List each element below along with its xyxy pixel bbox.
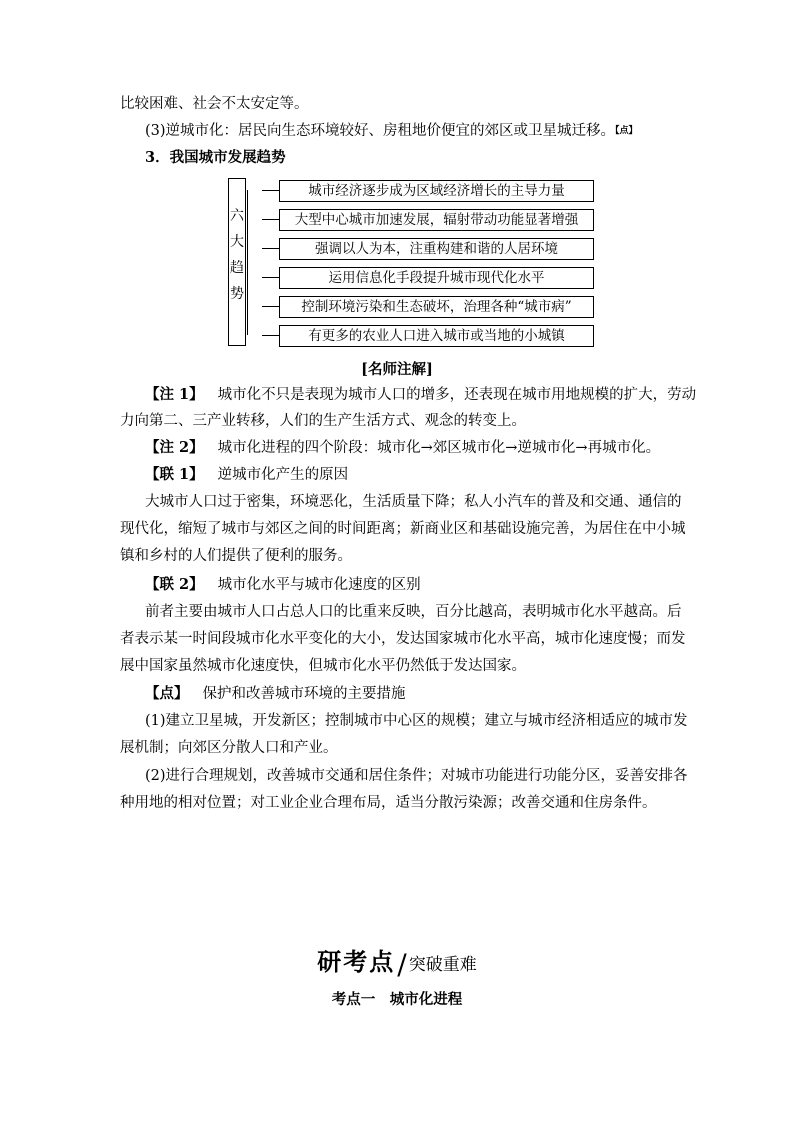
connector: [262, 219, 279, 220]
left-char: 势: [230, 286, 244, 302]
connector: [262, 306, 279, 307]
trend-box: 运用信息化手段提升城市现代化水平: [279, 267, 594, 289]
para1-line: 比较困难、社会不太安定等。: [120, 96, 309, 112]
note1-label: 【注 1】: [145, 386, 204, 403]
banner-slash: /: [397, 948, 407, 981]
link1-line3: 镇和乡村的人们提供了便利的服务。: [120, 548, 352, 564]
trends-diagram: [228, 178, 598, 350]
note1-line1: [145, 385, 705, 405]
section3-heading: 3．我国城市发展趋势: [145, 149, 286, 166]
connector: [262, 335, 279, 336]
para2-tag: 【点】: [615, 126, 638, 136]
point-title: 保护和改善城市环境的主要措施: [202, 686, 406, 702]
note2-text: 城市化进程的四个阶段：城市化→郊区城市化→逆城市化→再城市化。: [217, 440, 661, 456]
point-item1-line2: 展机制；向郊区分散人口和产业。: [120, 740, 338, 756]
left-char: 大: [230, 234, 244, 250]
trend-box: 城市经济逐步成为区域经济增长的主导力量: [279, 180, 594, 202]
diagram-bracket: [247, 190, 270, 335]
link1-line2: 现代化，缩短了城市与郊区之间的时间距离；新商业区和基础设施完善，为居住在中小城: [120, 521, 686, 537]
link1-title: 逆城市化产生的原因: [217, 467, 349, 483]
link1-heading: [145, 465, 705, 485]
para2-line: [145, 121, 705, 141]
diagram-left-label: [228, 178, 246, 346]
section-banner: [0, 942, 794, 981]
banner-sub: 突破重难: [408, 955, 477, 975]
link2-line3: 展中国家虽然城市化速度快，但城市化水平仍然低于发达国家。: [120, 658, 526, 674]
point-label: 【点】: [145, 685, 189, 702]
para2-text: (3)逆城市化：居民向生态环境较好、房租地价便宜的郊区或卫星城迁移。: [145, 123, 616, 139]
notes-title: [名师注解]: [361, 361, 433, 378]
link2-title: 城市化水平与城市化速度的区别: [217, 577, 421, 593]
link2-line2: 者表示某一时间段城市化水平变化的大小，发达国家城市化水平高，城市化速度慢；而发: [120, 631, 686, 647]
note2-line: [145, 438, 705, 458]
note1-text: 城市化不只是表现为城市人口的增多，还表现在城市用地规模的扩大，劳动: [217, 387, 697, 403]
link2-line1: 前者主要由城市人口占总人口的比重来反映，百分比越高，表明城市化水平越高。后: [145, 604, 682, 620]
connector: [262, 277, 279, 278]
point-item2-line1: (2)进行合理规划，改善城市交通和居住条件；对城市功能进行功能分区，妥善安排各: [145, 768, 688, 784]
point-heading: [145, 684, 705, 704]
connector: [262, 190, 279, 191]
trend-box: 控制环境污染和生态破坏，治理各种“城市病”: [279, 296, 594, 318]
link1-line1: 大城市人口过于密集，环境恶化，生活质量下降；私人小汽车的普及和交通、通信的: [145, 494, 682, 510]
link1-label: 【联 1】: [145, 466, 204, 483]
point-item1-line1: (1)建立卫星城，开发新区；控制城市中心区的规模；建立与城市经济相适应的城市发: [145, 713, 688, 729]
connector: [262, 248, 279, 249]
left-char: 趋: [230, 260, 244, 276]
trend-box: 强调以人为本，注重构建和谐的人居环境: [279, 238, 594, 260]
trend-box: 有更多的农业人口进入城市或当地的小城镇: [279, 325, 594, 347]
note2-label: 【注 2】: [145, 439, 204, 456]
note1-line2: 力向第二、三产业转移，人们的生产生活方式、观念的转变上。: [120, 413, 526, 429]
trend-box: 大型中心城市加速发展，辐射带动功能显著增强: [279, 209, 594, 231]
link2-label: 【联 2】: [145, 576, 204, 593]
link2-heading: [145, 575, 705, 595]
kaodian-heading: 考点一 城市化进程: [331, 991, 463, 1008]
left-char: 六: [230, 208, 244, 224]
banner-main: 研考点: [317, 947, 396, 976]
point-item2-line2: 种用地的相对位置；对工业企业合理布局，适当分散污染源；改善交通和住房条件。: [120, 795, 657, 811]
